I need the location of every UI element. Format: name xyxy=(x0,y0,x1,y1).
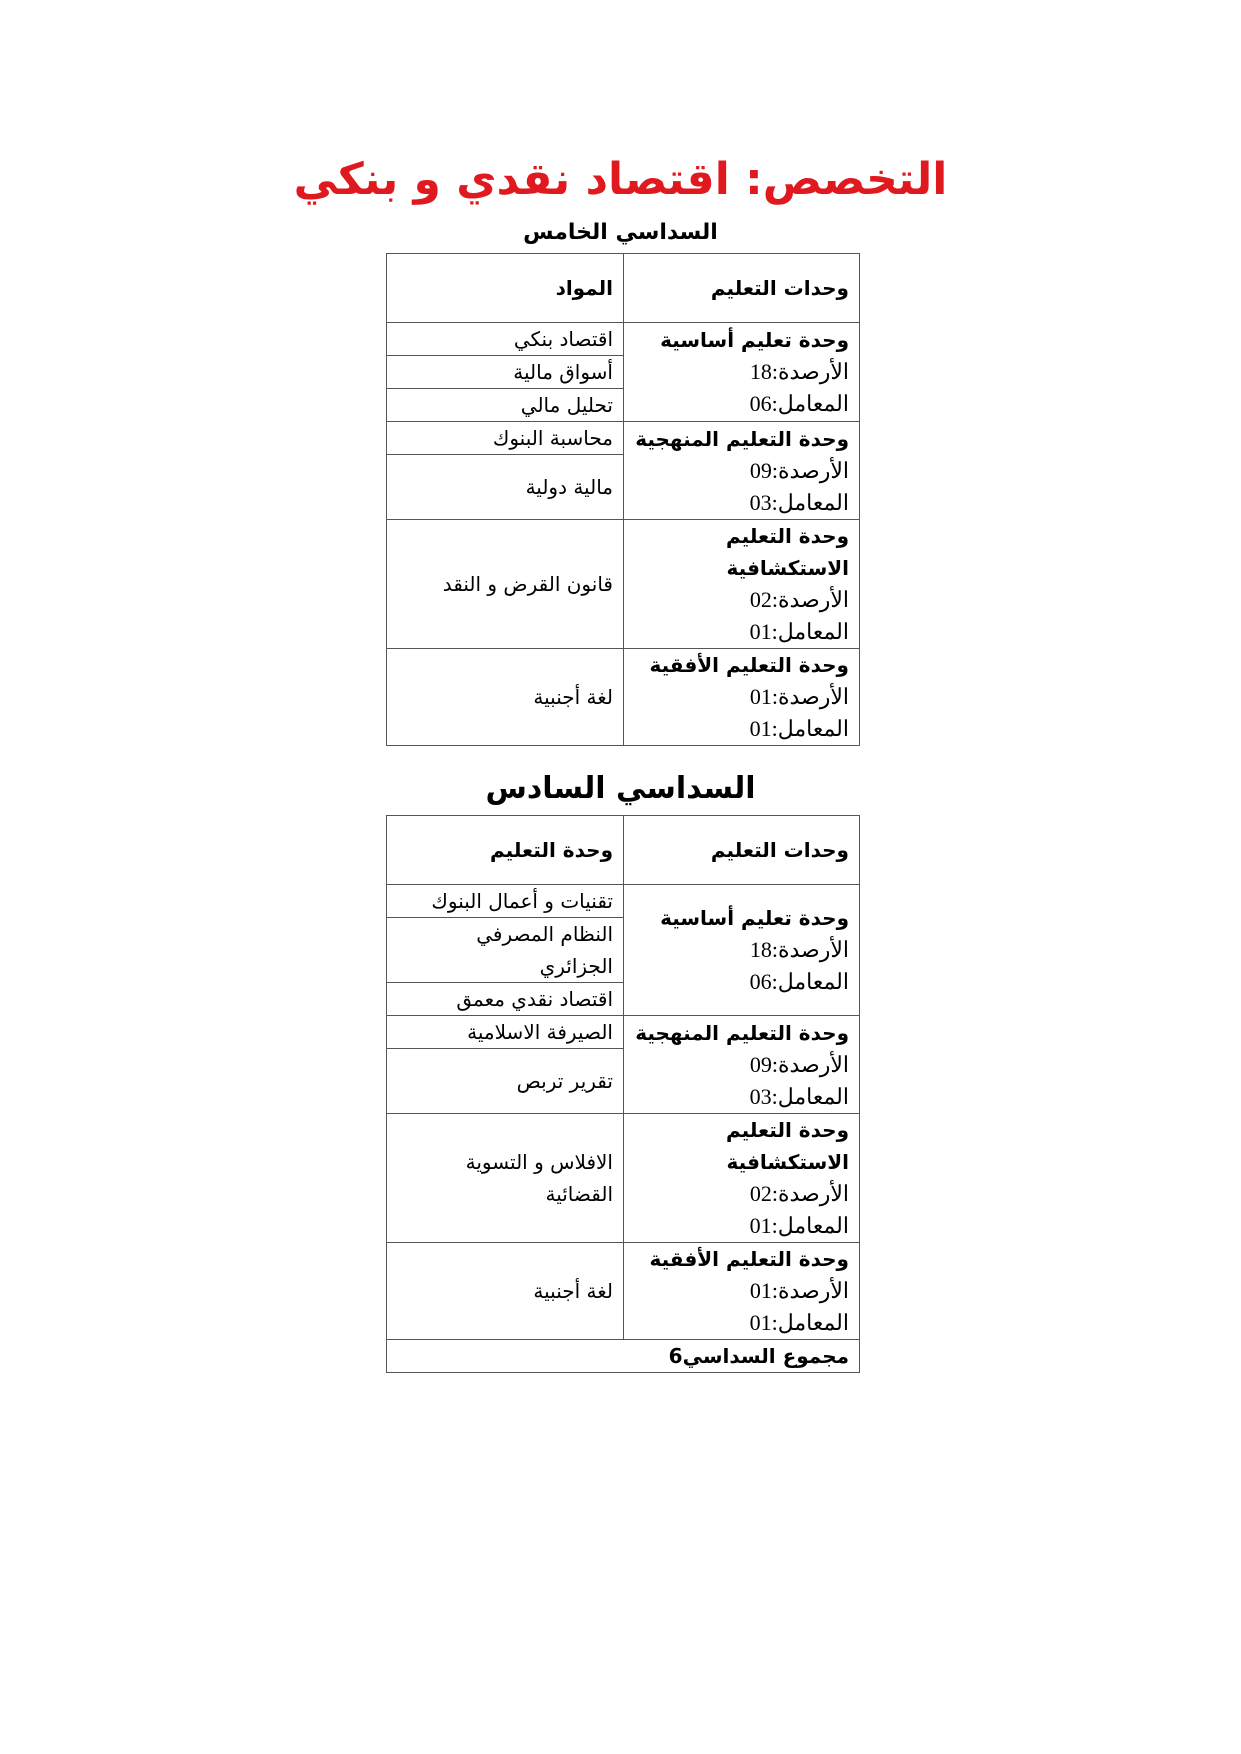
subject-cell: تحليل مالي xyxy=(387,389,624,422)
page-title: التخصص: اقتصاد نقدي و بنكي xyxy=(293,154,948,205)
unit-cell xyxy=(624,323,860,422)
unit-cell xyxy=(624,885,860,1016)
subject-cell: الصيرفة الاسلامية xyxy=(387,1016,624,1049)
subject-cell: تقنيات و أعمال البنوك xyxy=(387,885,624,918)
unit-name: وحدة التعليم المنهجية xyxy=(635,1020,849,1045)
unit-name: وحدة التعليم الأفقية xyxy=(649,1247,849,1271)
table-header-row xyxy=(387,254,860,323)
unit-credits: الأرصدة:18 xyxy=(749,937,849,962)
unit-credits: الأرصدة:09 xyxy=(749,457,849,483)
unit-cell xyxy=(624,1243,860,1340)
unit-credits: الأرصدة:02 xyxy=(749,587,849,612)
unit-coefficient: المعامل:01 xyxy=(749,716,849,741)
header-units: وحدات التعليم xyxy=(624,816,860,885)
unit-name: وحدة التعليم الأفقية xyxy=(649,653,849,677)
total-row xyxy=(387,1340,860,1373)
table-row xyxy=(387,520,860,649)
header-units: وحدات التعليم xyxy=(624,254,860,323)
unit-name: وحدة تعليم أساسية xyxy=(660,328,849,352)
subject-cell: مالية دولية xyxy=(387,455,624,520)
unit-credits: الأرصدة:02 xyxy=(749,1181,849,1206)
unit-cell xyxy=(624,649,860,746)
semester-6-heading: السداسي السادس xyxy=(485,771,756,806)
subject-cell: قانون القرض و النقد xyxy=(387,520,624,649)
semester-6-table xyxy=(386,815,860,1373)
subject-cell: لغة أجنبية xyxy=(387,649,624,746)
unit-credits: الأرصدة:01 xyxy=(749,1278,849,1303)
table-row xyxy=(387,1114,860,1243)
table-row xyxy=(387,649,860,746)
semester-5-heading: السداسي الخامس xyxy=(523,220,718,245)
unit-coefficient: المعامل:01 xyxy=(749,1310,849,1335)
table-row xyxy=(387,1243,860,1340)
unit-credits: الأرصدة:01 xyxy=(749,684,849,709)
subject-cell: الافلاس و التسوية القضائية xyxy=(387,1114,624,1243)
semester-5-table xyxy=(386,253,860,746)
unit-credits: الأرصدة:18 xyxy=(749,359,849,384)
unit-coefficient: المعامل:01 xyxy=(749,619,849,644)
semester-total-label: مجموع السداسي6 xyxy=(387,1340,860,1373)
subject-cell: اقتصاد بنكي xyxy=(387,323,624,356)
subject-cell: النظام المصرفي الجزائري xyxy=(387,918,624,983)
unit-coefficient: المعامل:03 xyxy=(749,1083,849,1109)
unit-name: وحدة تعليم أساسية xyxy=(660,906,849,930)
subject-cell: أسواق مالية xyxy=(387,356,624,389)
table-row xyxy=(387,323,860,356)
header-subjects: المواد xyxy=(387,254,624,323)
table-row xyxy=(387,1016,860,1049)
unit-cell xyxy=(624,1016,860,1114)
subject-cell: تقرير تربص xyxy=(387,1049,624,1114)
unit-name: وحدة التعليم الاستكشافية xyxy=(726,524,849,580)
subject-cell: لغة أجنبية xyxy=(387,1243,624,1340)
unit-coefficient: المعامل:03 xyxy=(749,489,849,515)
unit-name: وحدة التعليم الاستكشافية xyxy=(726,1118,849,1174)
unit-coefficient: المعامل:06 xyxy=(749,969,849,994)
unit-cell xyxy=(624,1114,860,1243)
subject-cell: محاسبة البنوك xyxy=(387,422,624,455)
unit-name: وحدة التعليم المنهجية xyxy=(635,426,849,451)
unit-cell xyxy=(624,520,860,649)
unit-credits: الأرصدة:09 xyxy=(749,1051,849,1077)
table-row xyxy=(387,422,860,455)
unit-cell xyxy=(624,422,860,520)
table-header-row xyxy=(387,816,860,885)
unit-coefficient: المعامل:01 xyxy=(749,1213,849,1238)
header-subjects: وحدة التعليم xyxy=(387,816,624,885)
unit-coefficient: المعامل:06 xyxy=(749,391,849,416)
subject-cell: اقتصاد نقدي معمق xyxy=(387,983,624,1016)
table-row xyxy=(387,885,860,918)
